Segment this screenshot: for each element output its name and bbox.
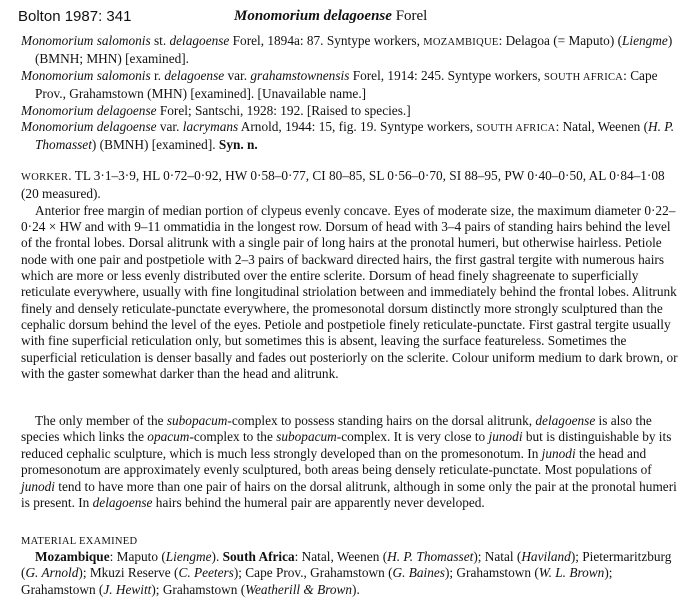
text-run: ); Cape Prov., Grahamstown (: [233, 565, 393, 581]
text-run: delagoense: [164, 67, 225, 83]
text-run: opacum: [147, 429, 190, 445]
description-paragraph: Anterior free margin of median portion of clypeus evenly concave. Eyes of moderate size, the maximum diameter 0·22–0·24 × HW and with 9–11 ommatidia in the longest row. Dorsum of head with 3–4 pairs of standing hairs behind the level of the frontal lobes. Dorsal alitrunk with a single pair of long hairs at the pronotal humeri, but otherwise hairless. Petiole node with one pair and postpetiole with 2–3 pairs of backward directed hairs, the first gastral tergite with numerous hairs which are more or less evenly distributed over the entire sclerite. Dorsum of head finely shagreenate to superficially reticulate everywhere, usually with fine longitudinal striolation between and immediately behind the frontal lobes. Alitrunk finely and densely reticulate-punctate everywhere, the promesonotal dorsum distinctly more strongly sculptured than the cephalic dorsum behind the level of the eyes. Petiole and postpetiole finely reticulate-punctate. First gastral tergite usually with fine superficial reticulation only, but sometimes this is absent, leaving the surface featureless. Sometimes the superficial reticulation is denser basally and fades out posteriorly on the sclerite. Colour uniform medium to dark brown, or with the gaster somewhat darker than the head and alitrunk.: [21, 202, 678, 382]
text-run: C. Peeters: [178, 565, 234, 581]
text-run: lacrymans: [182, 119, 239, 135]
text-run: The only member of the: [35, 413, 167, 428]
text-run: Monomorium delagoense: [21, 119, 157, 135]
material-heading: MATERIAL EXAMINED: [21, 536, 138, 547]
text-run: the head and promesonotum are approximately evenly sculptured, both areas being densely reticulate-punctate. Most populations of: [21, 445, 652, 478]
worker-label: WORKER: [21, 172, 69, 183]
text-run: : Maputo (: [109, 549, 166, 564]
text-run: junodi: [21, 478, 55, 494]
text-run: H. P. Thomasset: [35, 119, 675, 153]
text-run: ).: [211, 549, 223, 564]
text-run: Mozambique: [35, 549, 110, 564]
measurements-text: . TL 3·1–3·9, HL 0·72–0·92, HW 0·58–0·77, CI 80–85, SL 0·56–0·70, SI 88–95, PW 0·40–0·50, AL 0·84–1·08 (20 measured).: [21, 168, 665, 202]
synonymy-entry: [21, 103, 681, 119]
text-run: SOUTH AFRICA: [544, 71, 624, 83]
text-run: ).: [352, 581, 360, 597]
text-run: ); Pietermaritzburg (: [21, 549, 672, 581]
synonymy-entry: [21, 68, 681, 103]
text-run: H. P. Thomasset: [387, 549, 474, 564]
discussion-section: [21, 413, 681, 511]
text-run: -complex to the: [189, 429, 277, 445]
text-run: Monomorium salomonis: [21, 67, 151, 83]
text-run: delagoense: [92, 495, 153, 511]
text-run: : Cape Prov., Grahamstown (MHN) [examined]. [Unavailable name.]: [35, 67, 658, 102]
species-title: [234, 8, 427, 25]
species-author: Forel: [391, 8, 428, 24]
synonymy-entry: [21, 33, 681, 68]
text-run: Forel, 1894a: 87. Syntype workers,: [229, 33, 424, 48]
text-run: st.: [150, 33, 170, 48]
synonymy-entry: [21, 119, 681, 154]
text-run: Liengme: [165, 549, 212, 564]
text-run: Liengme: [622, 33, 668, 48]
text-run: MOZAMBIQUE: [423, 37, 499, 48]
worker-measurements: [21, 168, 681, 203]
text-run: : Delagoa (= Maputo) (: [498, 33, 623, 48]
text-run: ) (BMNH; MHN) [examined].: [35, 33, 673, 67]
text-run: Syn. n.: [218, 137, 258, 153]
text-run: delagoense: [169, 33, 230, 48]
text-run: G. Baines: [392, 565, 445, 581]
species-name: Monomorium delagoense: [234, 8, 392, 24]
text-run: ); Grahamstown (: [21, 565, 613, 597]
text-run: Forel, 1914: 245. Syntype workers,: [349, 67, 545, 83]
material-paragraph: [21, 549, 681, 598]
synonymy-list: [21, 33, 681, 154]
text-run: hairs behind the humeral pair are apparently never developed.: [152, 495, 485, 511]
text-run: var.: [224, 67, 251, 83]
text-run: ); Natal (: [473, 549, 522, 564]
text-run: is also the species which links the: [21, 413, 652, 445]
text-run: ); Grahamstown (: [151, 581, 246, 597]
text-run: G. Arnold: [25, 565, 79, 581]
text-run: -complex. It is very close to: [336, 429, 489, 445]
text-run: grahamstownensis: [250, 67, 350, 83]
text-run: Monomorium salomonis: [21, 33, 151, 48]
text-run: ) (BMNH) [examined].: [91, 137, 219, 153]
text-run: junodi: [541, 445, 576, 461]
text-run: : Natal, Weenen (: [294, 549, 388, 564]
text-run: SOUTH AFRICA: [476, 123, 556, 135]
text-run: J. Hewitt: [103, 581, 152, 597]
text-run: W. L. Brown: [538, 565, 605, 581]
text-run: delagoense: [535, 413, 596, 428]
text-run: tend to have more than one pair of hairs on the dorsal alitrunk, although in some only the pair at the pronotal humeri is present. In: [21, 478, 677, 511]
text-run: Monomorium delagoense: [21, 102, 157, 118]
text-run: r.: [150, 67, 165, 83]
discussion-paragraph: [21, 413, 681, 511]
text-run: -complex to possess standing hairs on the dorsal alitrunk,: [227, 413, 536, 428]
text-run: Haviland: [521, 549, 571, 564]
text-run: subopacum: [166, 413, 228, 428]
text-run: junodi: [488, 429, 523, 445]
material-section: [21, 549, 681, 598]
text-run: Weatherill & Brown: [245, 581, 353, 597]
text-run: but is distinguishable by its reduced cephalic sculpture, which is much less strongly developed than on the promesonotum. In: [21, 429, 672, 461]
text-run: var.: [156, 119, 183, 135]
worker-description: [21, 168, 681, 382]
text-run: subopacum: [276, 429, 337, 445]
source-citation: Bolton 1987: 341: [18, 8, 132, 25]
text-run: ); Grahamstown (: [444, 565, 539, 581]
text-run: Arnold, 1944: 15, fig. 19. Syntype workers,: [238, 119, 477, 135]
text-run: ); Mkuzi Reserve (: [78, 565, 179, 581]
text-run: South Africa: [222, 549, 295, 564]
text-run: : Natal, Weenen (: [555, 119, 649, 135]
text-run: Forel; Santschi, 1928: 192. [Raised to species.]: [156, 102, 411, 118]
